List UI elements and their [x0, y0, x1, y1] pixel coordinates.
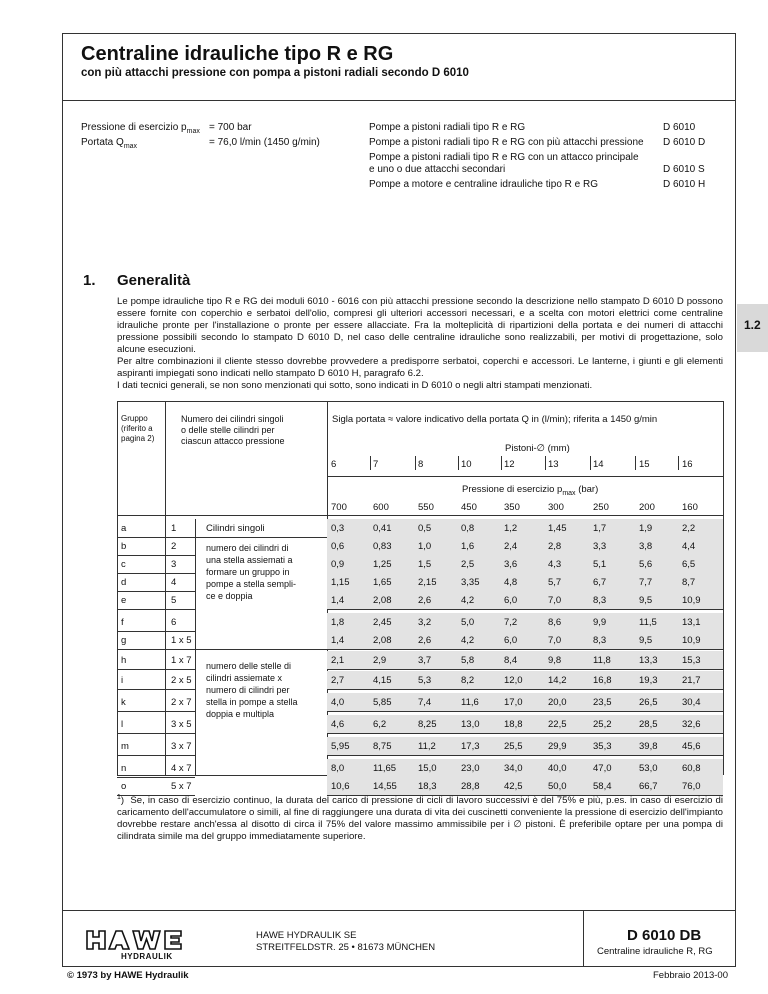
page-title: Centraline idrauliche tipo R e RG [81, 43, 394, 65]
flow-value: 45,6 [682, 741, 701, 752]
flow-value: 32,6 [682, 719, 701, 730]
flow-value: 47,0 [593, 763, 612, 774]
flow-value: 15,3 [682, 655, 701, 666]
row-divider [327, 755, 723, 756]
piston-size-label: 13 [548, 459, 559, 470]
flow-value: 9,5 [639, 635, 653, 646]
row-divider [117, 733, 165, 734]
paragraph: I dati tecnici generali, se non sono menzionati qui sotto, sono indicati in D 6010 o negli altri stampati menzionati. [117, 380, 593, 391]
pressure-header-sub: max [562, 489, 576, 497]
pressure-label: 350 [504, 502, 520, 513]
document-date: Febbraio 2013-00 [653, 970, 728, 981]
group-letter: g [121, 635, 127, 646]
row-divider [117, 649, 165, 650]
pressure-label: 550 [418, 502, 434, 513]
table-divider [117, 515, 723, 516]
pressure-label: 600 [373, 502, 389, 513]
flow-value: 3,6 [504, 559, 518, 570]
footer-separator [583, 910, 584, 966]
row-divider [327, 649, 723, 650]
flow-value: 13,1 [682, 617, 701, 628]
flow-value: 9,9 [593, 617, 607, 628]
multi-star-desc: cilindri assiemate x [206, 673, 283, 683]
flow-value: 42,5 [504, 781, 523, 792]
row-divider [117, 689, 165, 690]
flow-value: 29,9 [548, 741, 567, 752]
flow-value: 35,3 [593, 741, 612, 752]
paragraph: Per altre combinazioni il cliente stesso dovrebbe provvedere a predisporre serbatoi, coperchi e accessori. Le lanterne, i giunti e gli elementi aspiranti impiegati sono indicati nello stampato D 6010 H, paragrafo 6.2. [117, 356, 723, 379]
row-divider [117, 591, 165, 592]
header-divider [62, 100, 736, 101]
cylinder-count: 1 [171, 523, 177, 534]
flow-value: 0,6 [331, 541, 345, 552]
row-divider [117, 631, 165, 632]
flow-value: 12,0 [504, 675, 523, 686]
row-divider [195, 537, 327, 538]
flow-value: 9,5 [639, 595, 653, 606]
group-letter: c [121, 559, 126, 570]
flow-value: 39,8 [639, 741, 658, 752]
company-address [256, 930, 435, 954]
flow-value: 0,8 [461, 523, 475, 534]
flow-value: 2,4 [504, 541, 518, 552]
row-divider [117, 711, 165, 712]
flow-value: 8,7 [682, 577, 696, 588]
flow-value: 1,0 [418, 541, 432, 552]
flow-value: 9,8 [548, 655, 562, 666]
flow-spec-value: = 76,0 l/min (1450 g/min) [209, 137, 320, 148]
flow-value: 3,2 [418, 617, 432, 628]
group-letter: l [121, 719, 124, 730]
flow-value: 4,0 [331, 697, 345, 708]
cylinder-count: 3 x 5 [171, 719, 192, 730]
row-divider [327, 669, 723, 670]
reference-text: Pompe a pistoni radiali tipo R e RG con un attacco principale [369, 152, 639, 163]
flow-value: 0,83 [373, 541, 392, 552]
company-name: HAWE HYDRAULIK SE [256, 930, 357, 941]
cylinder-count: 3 x 7 [171, 741, 192, 752]
flow-value: 6,2 [373, 719, 387, 730]
row-divider [327, 733, 723, 734]
cylinder-count: 5 x 7 [171, 781, 192, 792]
cylinders-header: o delle stelle cilindri per [181, 425, 275, 435]
flow-value: 15,0 [418, 763, 437, 774]
flow-value: 23,0 [461, 763, 480, 774]
flow-value: 1,4 [331, 635, 345, 646]
cylinder-count: 1 x 5 [171, 635, 192, 646]
flow-value: 4,3 [548, 559, 562, 570]
piston-divider [678, 456, 679, 470]
flow-value: 0,3 [331, 523, 345, 534]
flow-value: 7,2 [504, 617, 518, 628]
flow-value: 0,9 [331, 559, 345, 570]
row-divider [327, 689, 723, 690]
group-header: Gruppo [121, 414, 148, 423]
pressure-spec-label: Pressione di esercizio $p_{max}$ [81, 122, 200, 135]
group-letter: e [121, 595, 127, 606]
row-divider [195, 775, 327, 776]
flow-spec-label: Portata $Q_{max}$ [81, 137, 138, 150]
flow-value: 8,4 [504, 655, 518, 666]
flow-value: 7,0 [548, 595, 562, 606]
flow-value: 6,0 [504, 595, 518, 606]
flow-value: 8,3 [593, 635, 607, 646]
row-divider [165, 555, 195, 556]
flow-value: 8,3 [593, 595, 607, 606]
footer-divider [62, 910, 736, 911]
street-address: STREITFELDSTR. 25 • 81673 MÜNCHEN [256, 942, 436, 953]
cylinder-count: 2 x 7 [171, 697, 192, 708]
group-letter: d [121, 577, 127, 588]
group-letter: n [121, 763, 127, 774]
flow-value: 2,1 [331, 655, 345, 666]
star-pump-desc: ce e doppia [206, 591, 253, 601]
flow-value: 2,7 [331, 675, 345, 686]
flow-value: 1,15 [331, 577, 350, 588]
flow-value: 4,15 [373, 675, 392, 686]
flow-value: 6,0 [504, 635, 518, 646]
row-divider [165, 689, 195, 690]
flow-value: 66,7 [639, 781, 658, 792]
flow-value: 10,9 [682, 595, 701, 606]
flow-value: 3,35 [461, 577, 480, 588]
flow-value: 1,8 [331, 617, 345, 628]
chapter-tab [737, 304, 768, 352]
flow-value: 10,6 [331, 781, 350, 792]
flow-value: 1,9 [639, 523, 653, 534]
pressure-header-unit: (bar) [575, 484, 599, 495]
flow-value: 22,5 [548, 719, 567, 730]
logo-subtitle: HYDRAULIK [121, 952, 173, 961]
row-divider [165, 631, 195, 632]
pressure-label: 300 [548, 502, 564, 513]
multi-star-desc: stella in pompe a stella [206, 697, 298, 707]
group-header: pagina 2) [121, 434, 155, 443]
row-divider [117, 537, 165, 538]
flow-value: 23,5 [593, 697, 612, 708]
flow-value: 10,9 [682, 635, 701, 646]
group-letter: f [121, 617, 124, 628]
reference-code: D 6010 D [663, 137, 706, 148]
cylinder-count: 2 x 5 [171, 675, 192, 686]
star-pump-desc: pompe a stella sempli- [206, 579, 297, 589]
flow-value: 8,0 [331, 763, 345, 774]
flow-value: 4,6 [331, 719, 345, 730]
table-border [117, 401, 118, 775]
row-divider [327, 711, 723, 712]
table-divider [165, 401, 166, 775]
flow-value: 0,41 [373, 523, 392, 534]
value-row-shade [327, 715, 723, 733]
piston-size-label: 10 [461, 459, 472, 470]
flow-value: 5,85 [373, 697, 392, 708]
cylinder-count: 3 [171, 559, 177, 570]
piston-size-label: 14 [593, 459, 604, 470]
flow-value: 1,45 [548, 523, 567, 534]
flow-value: 2,8 [548, 541, 562, 552]
pressure-header-text: Pressione di esercizio p [462, 484, 563, 495]
flow-value: 2,5 [461, 559, 475, 570]
flow-value: 58,4 [593, 781, 612, 792]
group-letter: o [121, 781, 127, 792]
pressure-label: 700 [331, 502, 347, 513]
reference-text: Pompe a pistoni radiali tipo R e RG con più attacchi pressione [369, 137, 644, 148]
pressure-label: 450 [461, 502, 477, 513]
multi-star-desc: numero di cilindri per [206, 685, 290, 695]
chapter-tab-label: 1.2 [744, 318, 761, 332]
document-name: Centraline idrauliche R, RG [597, 946, 713, 957]
row-divider [117, 669, 165, 670]
star-pump-desc: una stella assiemati a [206, 555, 293, 565]
reference-code: D 6010 S [663, 164, 705, 175]
star-pump-desc: numero dei cilindri di [206, 543, 289, 553]
row-divider [165, 609, 195, 610]
flow-value: 17,3 [461, 741, 480, 752]
flow-value: 25,2 [593, 719, 612, 730]
flow-value: 76,0 [682, 781, 701, 792]
row-divider [165, 733, 195, 734]
footnote: $^1$) Se, in caso di esercizio continuo, la durata del carico di pressione di cicli di lavoro successivi è del 75% e più, p.es. in caso di esercizio di caricamento dell'accumulatore o simili, al fine di raggiungere una durata di vita dei cuscinetti conveniente la pressione di esercizio dell'impianto dovrebbe restare anch'essa al disotto di circa il 75% del valore massimo ammissibile per i ∅ pistoni. È preferibile optare per una pompa di cilindrata simile ma del gruppo immediatamente superiore. [117, 794, 724, 843]
section-title: Generalità [117, 272, 191, 289]
hawe-logo [85, 928, 185, 969]
flow-value: 1,2 [504, 523, 518, 534]
flow-value: 5,1 [593, 559, 607, 570]
flow-value: 11,5 [639, 617, 657, 628]
flow-value: 2,45 [373, 617, 392, 628]
flow-value: 4,8 [504, 577, 518, 588]
flow-value: 25,5 [504, 741, 523, 752]
flow-value: 4,2 [461, 635, 475, 646]
flow-value: 20,0 [548, 697, 567, 708]
flow-value: 11,65 [373, 763, 397, 774]
group-letter: a [121, 523, 127, 534]
pressure-header [462, 484, 598, 497]
flow-value: 53,0 [639, 763, 658, 774]
footnote-text: Se, in caso di esercizio continuo, la durata del carico di pressione di cicli di lavoro successivi è del 75% e più, p.es. in caso di esercizio di caricamento dell'accumulatore o simili, al fine di raggiungere una durata di vita dei cuscinetti conveniente la pressione di esercizio dell'impianto dovrebbe restare anch'essa al disotto di circa il 75% del valore massimo ammissibile per i ∅ pistoni. È preferibile optare per una pompa di cilindrata simile ma del gruppo immediatamente superiore. [117, 795, 724, 843]
reference-text: Pompe a motore e centraline idrauliche tipo R e RG [369, 179, 599, 190]
flow-value: 1,5 [418, 559, 432, 570]
flow-value: 7,7 [639, 577, 653, 588]
flow-value: 7,0 [548, 635, 562, 646]
section-number: 1. [83, 272, 96, 289]
flow-value: 30,4 [682, 697, 701, 708]
piston-divider [635, 456, 636, 470]
reference-code: D 6010 [663, 122, 696, 133]
row-divider [117, 573, 165, 574]
flow-header: Sigla portata ≈ valore indicativo della portata Q in (l/min); riferita a 1450 g/min [332, 414, 658, 425]
piston-divider [590, 456, 591, 470]
flow-value: 16,8 [593, 675, 612, 686]
flow-value: 2,2 [682, 523, 696, 534]
cylinders-header: Numero dei cilindri singoli [181, 414, 284, 424]
flow-value: 2,6 [418, 595, 432, 606]
row-divider [117, 755, 165, 756]
flow-value: 13,3 [639, 655, 658, 666]
flow-value: 28,5 [639, 719, 658, 730]
piston-size-label: 16 [682, 459, 693, 470]
cylinder-count: 4 x 7 [171, 763, 192, 774]
section-body [117, 296, 723, 392]
flow-value: 14,2 [548, 675, 567, 686]
flow-value: 3,3 [593, 541, 607, 552]
flow-value: 4,2 [461, 595, 475, 606]
flow-value: 11,6 [461, 697, 479, 708]
row-divider [117, 609, 165, 610]
row-divider [195, 649, 327, 650]
row-divider [165, 711, 195, 712]
flow-value: 1,25 [373, 559, 392, 570]
group-header: (riferito a [121, 424, 153, 433]
flow-value: 50,0 [548, 781, 567, 792]
multi-star-desc: numero delle stelle di [206, 661, 292, 671]
group-letter: i [121, 675, 124, 686]
flow-value: 3,7 [418, 655, 432, 666]
cylinder-count: 4 [171, 577, 177, 588]
flow-value: 1,6 [461, 541, 475, 552]
table-border [117, 401, 723, 402]
cylinder-count: 2 [171, 541, 177, 552]
flow-value: 2,08 [373, 595, 392, 606]
value-row-shade [327, 651, 723, 669]
row-divider [165, 537, 195, 538]
cylinder-count: 6 [171, 617, 177, 628]
flow-value: 5,7 [548, 577, 562, 588]
multi-star-desc: doppia e multipla [206, 709, 275, 719]
group-letter: h [121, 655, 127, 666]
group-letter: b [121, 541, 127, 552]
flow-value: 26,5 [639, 697, 658, 708]
pressure-label: 160 [682, 502, 698, 513]
piston-size-label: 15 [639, 459, 650, 470]
paragraph: Le pompe idrauliche tipo R e RG dei moduli 6010 - 6016 con più attacchi pressione secondo la descrizione nello stampato D 6010 D possono essere fornite con coperchio e serbatoi dell'olio, compresi gli ulteriori accessori necessari, e a scelta con motori elettrici come centraline idrauliche pronte per l'installazione o pronte per essere allacciate. Fra la molteplicità di ripartizioni della portata e dei numeri di attacchi pressione possibili secondo lo stampato D 6010 D, nel caso delle centraline idrauliche sono realizzabili, per motivi di progettazione, solo alcune esecuzioni. [117, 296, 723, 355]
row-divider [327, 609, 723, 610]
flow-value: 2,15 [418, 577, 437, 588]
cylinder-count: 5 [171, 595, 177, 606]
cylinder-count: 1 x 7 [171, 655, 192, 666]
flow-value: 17,0 [504, 697, 523, 708]
piston-divider [458, 456, 459, 470]
flow-value: 11,8 [593, 655, 611, 666]
copyright: © 1973 by HAWE Hydraulik [67, 970, 189, 981]
row-divider [165, 573, 195, 574]
footnote-mark: 1 [117, 794, 121, 801]
flow-value: 6,5 [682, 559, 696, 570]
piston-size-label: 6 [331, 459, 337, 470]
group-letter: k [121, 697, 126, 708]
piston-divider [415, 456, 416, 470]
group-letter: m [121, 741, 129, 752]
document-number: D 6010 DB [627, 927, 702, 944]
piston-size-label: 8 [418, 459, 424, 470]
pressure-spec-value: = 700 bar [209, 122, 252, 133]
row-divider [165, 777, 195, 778]
pressure-label: 200 [639, 502, 655, 513]
flow-value: 6,7 [593, 577, 607, 588]
flow-value: 8,6 [548, 617, 562, 628]
piston-header: Pistoni-∅ (mm) [505, 443, 570, 454]
flow-value: 3,8 [639, 541, 653, 552]
flow-value: 7,4 [418, 697, 432, 708]
reference-text: Pompe a pistoni radiali tipo R e RG [369, 122, 526, 133]
flow-value: 1,65 [373, 577, 392, 588]
flow-value: 2,08 [373, 635, 392, 646]
flow-value: 5,95 [331, 741, 350, 752]
row-divider [165, 669, 195, 670]
flow-value: 13,0 [461, 719, 480, 730]
piston-divider [370, 456, 371, 470]
cylinders-header: ciascun attacco pressione [181, 436, 285, 446]
table-divider [327, 476, 723, 477]
flow-value: 18,8 [504, 719, 523, 730]
row-divider [117, 777, 165, 778]
flow-value: 8,25 [418, 719, 437, 730]
flow-value: 19,3 [639, 675, 658, 686]
pressure-label: 250 [593, 502, 609, 513]
flow-value: 34,0 [504, 763, 523, 774]
flow-value: 4,4 [682, 541, 696, 552]
flow-value: 1,7 [593, 523, 607, 534]
piston-divider [545, 456, 546, 470]
reference-text: e uno o due attacchi secondari [369, 164, 506, 175]
flow-value: 8,75 [373, 741, 392, 752]
table-divider [195, 519, 196, 775]
flow-value: 28,8 [461, 781, 480, 792]
table-border [723, 401, 724, 775]
piston-divider [501, 456, 502, 470]
piston-size-label: 7 [373, 459, 379, 470]
flow-value: 5,6 [639, 559, 653, 570]
piston-size-label: 12 [504, 459, 515, 470]
single-cylinders-label: Cilindri singoli [206, 523, 265, 534]
flow-value: 40,0 [548, 763, 567, 774]
row-divider [165, 755, 195, 756]
flow-value: 2,9 [373, 655, 387, 666]
flow-value: 5,0 [461, 617, 475, 628]
reference-code: D 6010 H [663, 179, 706, 190]
flow-value: 18,3 [418, 781, 437, 792]
flow-value: 5,3 [418, 675, 432, 686]
row-divider [117, 555, 165, 556]
flow-value: 11,2 [418, 741, 436, 752]
row-divider [165, 591, 195, 592]
flow-value: 1,4 [331, 595, 345, 606]
row-divider [165, 649, 195, 650]
flow-value: 8,2 [461, 675, 475, 686]
star-pump-desc: formare un gruppo in [206, 567, 290, 577]
flow-value: 14,55 [373, 781, 397, 792]
flow-value: 60,8 [682, 763, 701, 774]
flow-value: 0,5 [418, 523, 432, 534]
page-subtitle: con più attacchi pressione con pompa a pistoni radiali secondo D 6010 [81, 67, 469, 79]
flow-value: 5,8 [461, 655, 475, 666]
flow-value: 21,7 [682, 675, 701, 686]
flow-value: 2,6 [418, 635, 432, 646]
